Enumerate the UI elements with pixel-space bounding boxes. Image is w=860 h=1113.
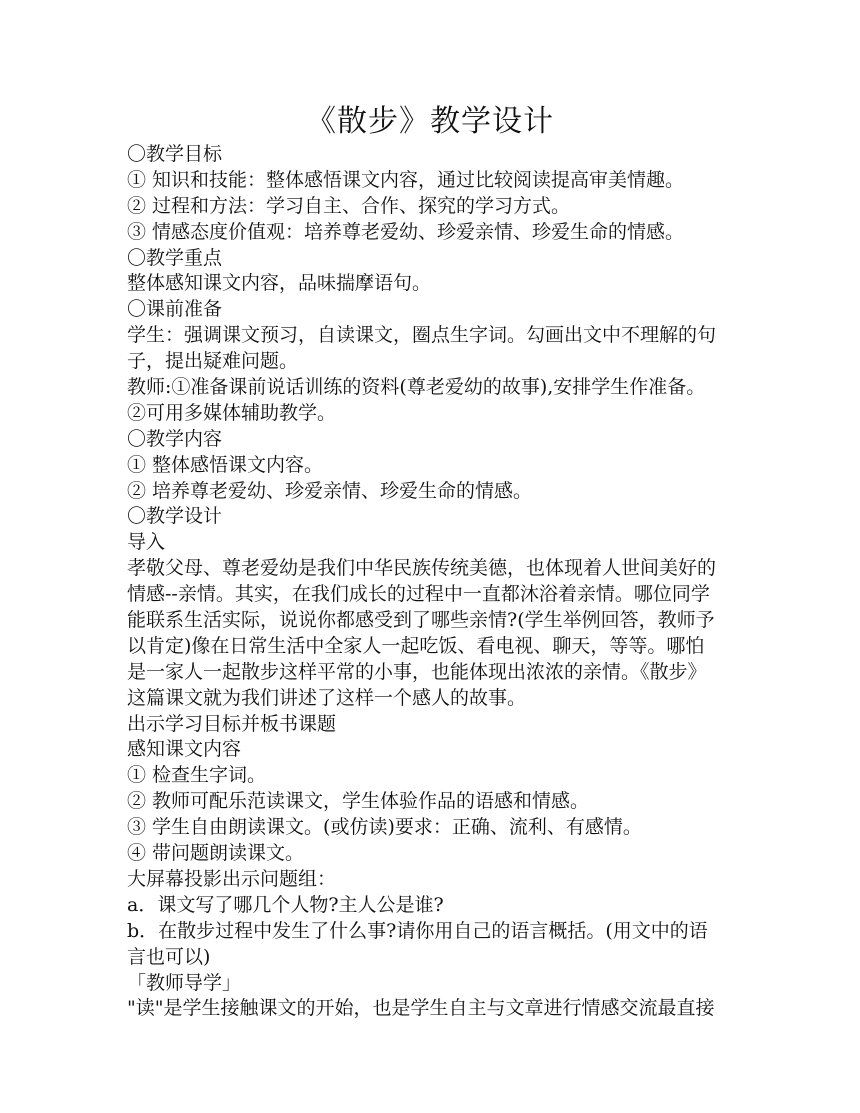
goal-item-knowledge: ① 知识和技能：整体感悟课文内容，通过比较阅读提高审美情趣。 <box>127 168 685 191</box>
subheading-perceive-text: 感知课文内容 <box>127 738 242 761</box>
question-item: b．在散步过程中发生了什么事?请你用自己的语言概括。(用文中的语 <box>127 919 708 942</box>
content-item: ① 整体感悟课文内容。 <box>127 453 324 476</box>
document-title: 《散步》教学设计 <box>306 104 554 139</box>
paragraph-line: 情感--亲情。其实，在我们成长的过程中一直都沐浴着亲情。哪位同学 <box>127 583 710 606</box>
paragraph-line: 言也可以) <box>127 945 211 968</box>
paragraph-line: 整体感知课文内容，品味揣摩语句。 <box>127 272 432 295</box>
section-heading-teaching-goals: 〇教学目标 <box>127 143 223 165</box>
paragraph-line: 是一家人一起散步这样平常的小事，也能体现出浓浓的亲情。《散步》 <box>127 660 707 683</box>
paragraph-line: 大屏幕投影出示问题组： <box>127 867 337 890</box>
step-item: ① 检查生字词。 <box>127 764 267 787</box>
step-item: ④ 带问题朗读课文。 <box>127 842 305 865</box>
section-heading-preparation: 〇课前准备 <box>127 298 223 321</box>
paragraph-line: 这篇课文就为我们讲述了这样一个感人的故事。 <box>127 686 527 709</box>
document-body <box>127 142 747 1022</box>
paragraph-line: "读"是学生接触课文的开始，也是学生自主与文章进行情感交流最直接 <box>127 997 715 1020</box>
goal-item-values: ③ 情感态度价值观：培养尊老爱幼、珍爱亲情、珍爱生命的情感。 <box>127 220 685 243</box>
subheading-show-goals: 出示学习目标并板书课题 <box>127 712 337 735</box>
step-item: ③ 学生自由朗读课文。(或仿读)要求：正确、流利、有感情。 <box>127 816 642 839</box>
goal-item-process: ② 过程和方法：学习自主、合作、探究的学习方式。 <box>127 194 571 217</box>
step-item: ② 教师可配乐范读课文，学生体验作品的语感和情感。 <box>127 790 590 813</box>
paragraph-line: 以肯定)像在日常生活中全家人一起吃饭、看电视、聊天，等等。哪怕 <box>127 634 705 657</box>
question-item: a．课文写了哪几个人物?主人公是谁? <box>127 893 444 916</box>
section-heading-content: 〇教学内容 <box>127 427 223 450</box>
paragraph-line: ②可用多媒体辅助教学。 <box>127 401 337 424</box>
section-heading-design: 〇教学设计 <box>127 505 223 528</box>
content-item: ② 培养尊老爱幼、珍爱亲情、珍爱生命的情感。 <box>127 479 533 502</box>
subheading-introduction: 导入 <box>127 531 166 554</box>
paragraph-line: 学生：强调课文预习，自读课文，圈点生字词。勾画出文中不理解的句 <box>127 324 717 347</box>
paragraph-line: 子，提出疑难问题。 <box>127 350 299 373</box>
paragraph-line: 教师:①准备课前说话训练的资料(尊老爱幼的故事),安排学生作准备。 <box>127 376 706 399</box>
paragraph-line: 孝敬父母、尊老爱幼是我们中华民族传统美德，也体现着人世间美好的 <box>127 557 717 580</box>
section-heading-key-points: 〇教学重点 <box>127 246 223 269</box>
subheading-teacher-guide: 「教师导学」 <box>127 971 242 994</box>
paragraph-line: 能联系生活实际，说说你都感受到了哪些亲情?(学生举例回答，教师予 <box>127 609 715 632</box>
